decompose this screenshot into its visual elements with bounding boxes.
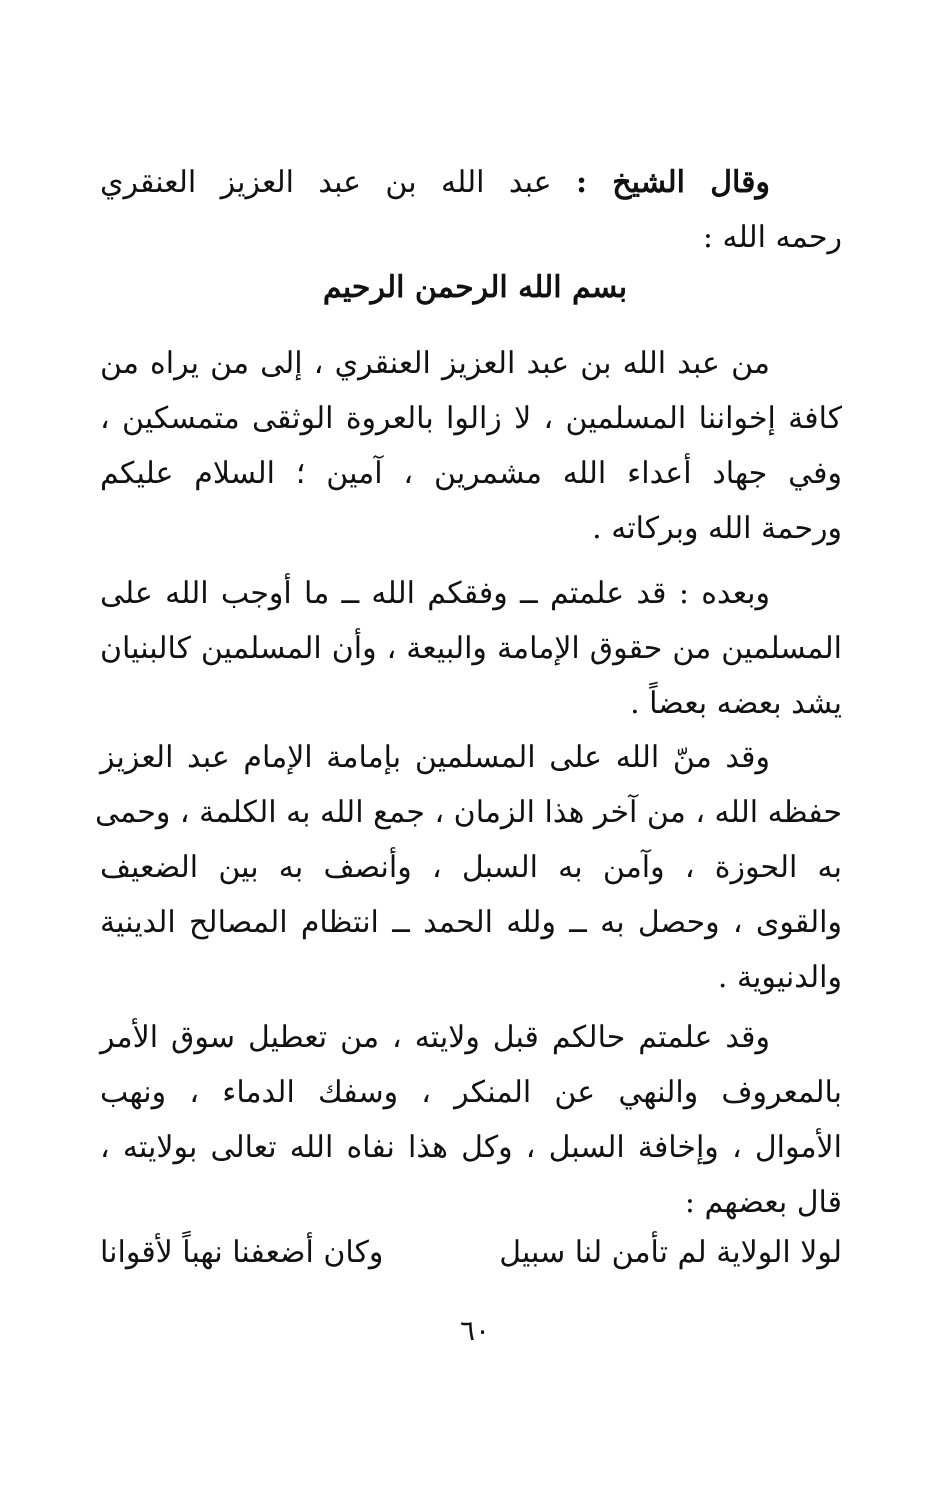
verse-second-hemistich: وكان أضعفنا نهباً لأقوانا — [100, 1235, 384, 1270]
paragraph-line: وبعده : قد علمتم ــ وفقكم الله ــ ما أوجب الله على — [100, 576, 770, 611]
paragraph-line: المسلمين من حقوق الإمامة والبيعة ، وأن المسلمين كالبنيان — [100, 631, 842, 666]
intro-block — [100, 155, 842, 265]
intro-line-1 — [100, 155, 842, 210]
intro-author: عبد الله بن عبد العزيز العنقري — [100, 165, 552, 200]
paragraph-line: وقد علمتم حالكم قبل ولايته ، من تعطيل سوق الأمر — [100, 1020, 770, 1055]
paragraph-line: وقد منّ الله على المسلمين بإمامة الإمام عبد العزيز — [100, 740, 770, 775]
poem-verse — [100, 1225, 842, 1280]
intro-heading: وقال الشيخ : — [575, 165, 770, 200]
paragraph-line: من عبد الله بن عبد العزيز العنقري ، إلى من يراه من — [100, 346, 770, 381]
paragraph-line: كافة إخواننا المسلمين ، لا زالوا بالعروة الوثقى متمسكين ، — [100, 401, 842, 436]
paragraph-line: بالمعروف والنهي عن المنكر ، وسفك الدماء ، ونهب — [100, 1075, 842, 1110]
verse-row — [100, 1225, 842, 1280]
paragraph-line: والقوى ، وحصل به ــ ولله الحمد ــ انتظام المصالح الدينية — [100, 905, 842, 940]
paragraph-line: الأموال ، وإخافة السبل ، وكل هذا نفاه الله تعالى بولايته ، — [100, 1130, 842, 1165]
paragraph-line: والدنيوية . — [717, 960, 842, 995]
intro-line-2: رحمه الله : — [702, 220, 842, 255]
paragraph-line: وفي جهاد أعداء الله مشمرين ، آمين ؛ السلام عليكم — [100, 456, 842, 491]
paragraph-1 — [100, 336, 842, 556]
paragraph-line: يشد بعضه بعضاً . — [630, 686, 842, 721]
paragraph-2 — [100, 566, 842, 731]
basmala-calligraphy: بسم الله الرحمن الرحيم — [322, 270, 628, 305]
paragraph-line: حفظه الله ، من آخر هذا الزمان ، جمع الله به الكلمة ، وحمى — [95, 795, 842, 830]
paragraph-line: قال بعضهم : — [684, 1185, 842, 1220]
paragraph-line: ورحمة الله وبركاته . — [592, 511, 842, 546]
verse-first-hemistich: لولا الولاية لم تأمن لنا سبيل — [499, 1235, 842, 1270]
paragraph-4 — [100, 1010, 842, 1230]
paragraph-3 — [95, 730, 842, 1005]
paragraph-line: به الحوزة ، وآمن به السبل ، وأنصف به بين الضعيف — [100, 850, 842, 885]
page-number: ٦٠ — [459, 1314, 491, 1347]
